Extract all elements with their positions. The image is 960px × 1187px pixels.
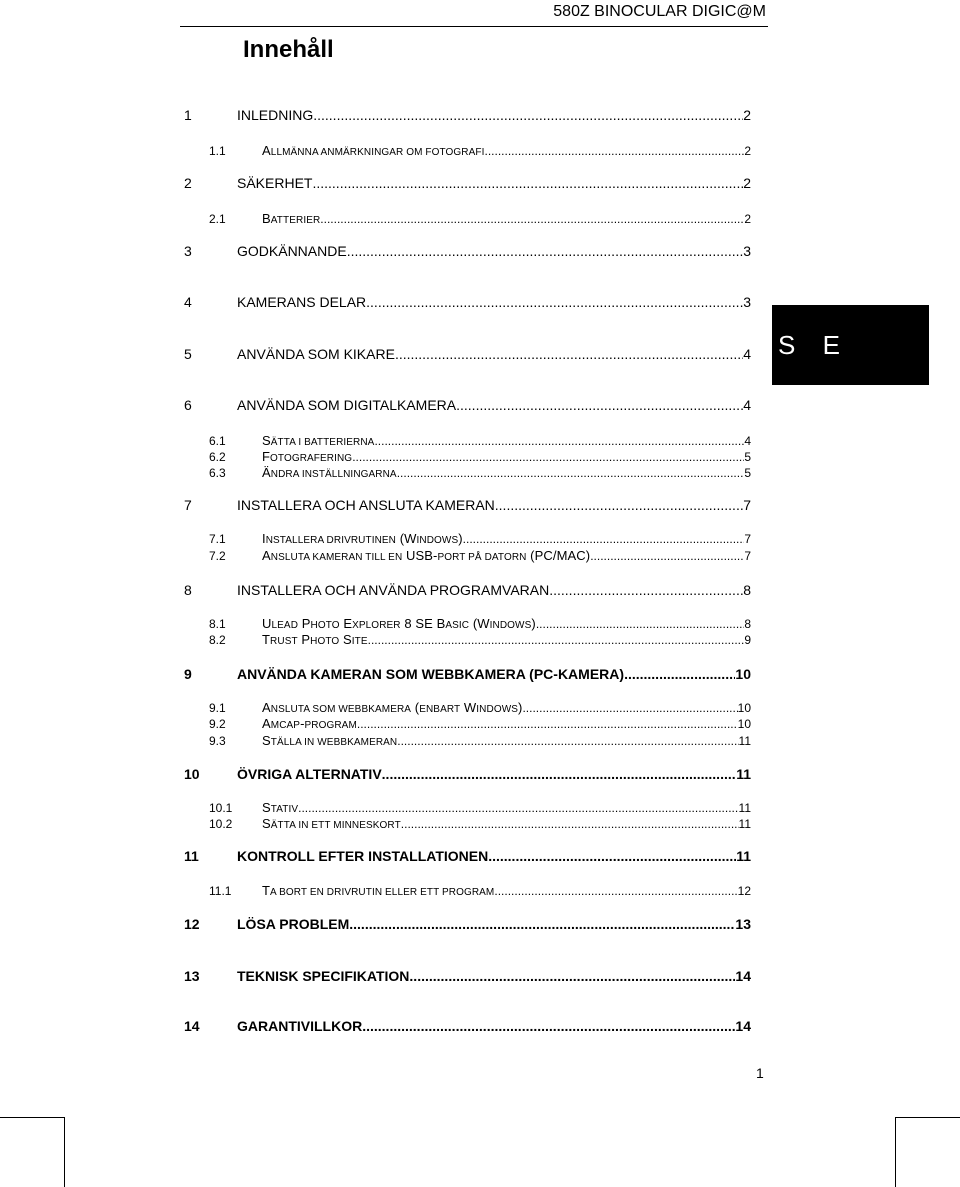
title-part: - [300, 716, 305, 731]
title-part: S [339, 632, 352, 647]
language-tab: S E [772, 305, 929, 385]
title-part: INDOWS [476, 704, 519, 715]
toc-entry[interactable] [184, 143, 751, 163]
toc-entry-number: 8.2 [209, 633, 226, 647]
title-part: S [262, 433, 271, 448]
crop-mark [895, 1117, 960, 1118]
toc-entry[interactable] [184, 666, 751, 686]
toc-entry-number: 9 [184, 666, 192, 682]
toc-entry-page: 8 [744, 617, 751, 631]
dot-leader [401, 817, 739, 831]
toc-entry-page: 2 [743, 175, 751, 191]
dot-leader [362, 1018, 735, 1034]
crop-mark [0, 1117, 64, 1118]
toc-entry[interactable] [184, 346, 751, 366]
title-part: ITE [351, 636, 368, 647]
toc-entry-page: 11 [738, 801, 751, 815]
title-part: ATTERIER [270, 215, 321, 226]
title-part: TÄLLA IN WEBBKAMERAN [270, 737, 398, 748]
toc-entry-title [262, 433, 374, 448]
title-part: (PC/MAC) [526, 548, 591, 563]
toc-entry[interactable] [184, 632, 751, 652]
toc-entry[interactable] [184, 243, 751, 263]
title-part: Ä [262, 465, 271, 480]
title-part: A BORT EN DRIVRUTIN ELLER ETT PROGRAM [270, 887, 495, 898]
toc-entry-number: 12 [184, 916, 200, 932]
toc-entry-number: 6 [184, 397, 192, 413]
title-part: ANVÄNDA SOM DIGITALKAMERA [237, 397, 457, 413]
dot-leader [368, 633, 745, 647]
toc-entry-page: 7 [744, 532, 751, 546]
page-title: Innehåll [243, 36, 334, 63]
title-part: ) [458, 531, 463, 546]
title-part: ANVÄNDA SOM KIKARE [237, 346, 395, 362]
title-part: GARANTIVILLKOR [237, 1018, 363, 1034]
title-part: PROGRAM [304, 720, 357, 731]
dot-leader [494, 884, 737, 898]
title-part: INSTALLERA OCH ANVÄNDA PROGRAMVARAN [237, 582, 550, 598]
toc-entry-number: 3 [184, 243, 192, 259]
toc-entry-title [237, 294, 366, 310]
title-part: LLMÄNNA ANMÄRKNINGAR OM FOTOGRAFI [270, 147, 485, 158]
toc-entry-number: 9.1 [209, 701, 226, 715]
title-part: ÖVRIGA ALTERNATIV [237, 766, 382, 782]
toc-entry-number: 7 [184, 497, 192, 513]
toc-entry-page: 3 [743, 294, 751, 310]
toc-entry-title [262, 548, 590, 563]
dot-leader [495, 497, 743, 513]
title-part: INDOWS [489, 620, 532, 631]
dot-leader [395, 346, 743, 362]
toc-entry[interactable] [184, 883, 751, 903]
toc-entry[interactable] [184, 294, 751, 314]
toc-entry-title [262, 465, 397, 480]
dot-leader [397, 466, 745, 480]
title-part: LEAD [271, 620, 299, 631]
toc-entry-title [237, 397, 456, 413]
toc-entry-title [237, 497, 495, 513]
title-part: E [339, 616, 353, 631]
toc-entry-number: 2.1 [209, 212, 226, 226]
toc-entry-number: 8.1 [209, 617, 226, 631]
dot-leader [366, 294, 743, 310]
title-part: NSLUTA KAMERAN TILL EN [270, 552, 403, 563]
title-part: ENBART [419, 704, 461, 715]
toc-entry-number: 13 [184, 968, 200, 984]
dot-leader [456, 397, 743, 413]
toc-entry-title [262, 531, 463, 546]
dot-leader [488, 848, 736, 864]
toc-entry-number: 6.1 [209, 434, 226, 448]
title-part: ) [531, 616, 536, 631]
toc-entry-title [237, 175, 312, 191]
toc-entry-page: 10 [737, 701, 751, 715]
dot-leader [312, 175, 743, 191]
toc-entry-page: 14 [735, 1018, 751, 1034]
title-part: INDOWS [416, 535, 459, 546]
dot-leader [349, 916, 735, 932]
title-part: NSLUTA SOM WEBBKAMERA [270, 704, 412, 715]
toc-entry-title [262, 449, 352, 464]
toc-entry[interactable] [184, 107, 751, 127]
title-part: 8 SE B [400, 616, 446, 631]
title-part: INSTALLERA OCH ANSLUTA KAMERAN [237, 497, 495, 513]
toc-entry[interactable] [184, 211, 751, 231]
toc-entry-title [262, 143, 484, 158]
title-part: HOTO [310, 620, 340, 631]
title-part: RUST [270, 636, 298, 647]
title-part: (W [469, 616, 490, 631]
dot-leader [409, 968, 735, 984]
page-number: 1 [756, 1065, 764, 1081]
title-part: HOTO [310, 636, 340, 647]
dot-leader [549, 582, 743, 598]
title-part: MCAP [270, 720, 301, 731]
toc-entry[interactable] [184, 816, 751, 836]
title-part: ANVÄNDA KAMERAN SOM WEBBKAMERA (PC-KAMERA) [237, 666, 625, 682]
toc-entry-title [262, 632, 368, 647]
toc-entry-title [262, 716, 357, 731]
dot-leader [463, 532, 745, 546]
toc-entry-page: 7 [743, 497, 751, 513]
toc-entry-title [237, 666, 624, 682]
toc-entry-title [237, 848, 488, 864]
dot-leader [484, 144, 744, 158]
title-part: SÄKERHET [237, 175, 313, 191]
title-part: ÄTTA I BATTERIERNA [270, 437, 375, 448]
title-part: LÖSA PROBLEM [237, 916, 350, 932]
toc-entry-title [262, 211, 320, 226]
title-part: NSTALLERA DRIVRUTINEN [265, 535, 396, 546]
toc-entry[interactable] [184, 1018, 751, 1038]
toc-entry-page: 2 [744, 212, 751, 226]
toc-entry-title [262, 800, 298, 815]
toc-entry-page: 11 [736, 766, 751, 782]
title-part: GODKÄNNANDE [237, 243, 347, 259]
toc-entry-page: 10 [735, 666, 751, 682]
toc-entry-title [262, 733, 397, 748]
toc-entry-title [262, 816, 401, 831]
title-part: INLEDNING [237, 107, 314, 123]
title-part: P [298, 616, 311, 631]
title-part: ) [518, 700, 523, 715]
dot-leader [352, 450, 744, 464]
toc-entry-page: 11 [736, 848, 751, 864]
crop-mark [895, 1117, 896, 1187]
toc-entry-title [237, 968, 409, 984]
toc-entry-number: 7.1 [209, 532, 226, 546]
title-part: B [262, 211, 271, 226]
toc-entry[interactable] [184, 733, 751, 753]
toc-entry-page: 2 [744, 144, 751, 158]
toc-entry-number: 14 [184, 1018, 200, 1034]
toc-entry-page: 10 [737, 717, 751, 731]
toc-entry[interactable] [184, 968, 751, 988]
toc-entry[interactable] [184, 916, 751, 936]
title-part: P [297, 632, 311, 647]
toc-entry-title [262, 700, 522, 715]
title-part: F [262, 449, 271, 464]
toc-entry[interactable] [184, 497, 751, 517]
toc-entry-page: 2 [743, 107, 751, 123]
title-part: I [262, 531, 266, 546]
toc-entry[interactable] [184, 582, 751, 602]
dot-leader [624, 666, 735, 682]
title-part: S [262, 733, 271, 748]
toc-entry-page: 12 [737, 884, 751, 898]
dot-leader [320, 212, 744, 226]
title-part: A [262, 143, 271, 158]
title-part: A [262, 700, 271, 715]
title-part: TEKNISK SPECIFIKATION [237, 968, 410, 984]
title-part: TATIV [270, 804, 299, 815]
toc-entry-number: 1.1 [209, 144, 226, 158]
toc-entry-title [237, 916, 349, 932]
dot-leader [536, 617, 745, 631]
toc-entry-title [262, 616, 536, 631]
toc-entry-number: 10 [184, 766, 200, 782]
toc-entry-title [237, 243, 347, 259]
toc-entry-page: 9 [744, 633, 751, 647]
toc-entry-number: 9.3 [209, 734, 226, 748]
toc-entry-title [237, 346, 395, 362]
crop-mark [64, 1117, 65, 1187]
title-part: S [262, 800, 271, 815]
toc-entry-number: 2 [184, 175, 192, 191]
toc-entry-page: 4 [743, 397, 751, 413]
toc-entry-page: 13 [735, 916, 751, 932]
toc-entry-number: 6.2 [209, 450, 226, 464]
toc-entry-number: 5 [184, 346, 192, 362]
title-part: ASIC [445, 620, 470, 631]
header-title: 580Z BINOCULAR DIGIC@M [553, 3, 766, 20]
dot-leader [382, 766, 737, 782]
toc-entry-number: 9.2 [209, 717, 226, 731]
title-part: (W [396, 531, 417, 546]
toc-entry-page: 4 [743, 346, 751, 362]
toc-entry[interactable] [184, 465, 751, 485]
title-part: KONTROLL EFTER INSTALLATIONEN [237, 848, 489, 864]
title-part: T [262, 883, 271, 898]
title-part: USB- [402, 548, 438, 563]
toc-entry[interactable] [184, 548, 751, 568]
dot-leader [397, 734, 738, 748]
dot-leader [313, 107, 743, 123]
toc-entry-number: 11.1 [209, 884, 232, 898]
title-part: ( [411, 700, 420, 715]
title-part: A [262, 716, 271, 731]
title-part: U [262, 616, 272, 631]
toc-entry-title [262, 883, 494, 898]
title-part: PORT PÅ DATORN [437, 552, 527, 563]
dot-leader [357, 717, 738, 731]
title-part: OTOGRAFERING [270, 453, 353, 464]
dot-leader [374, 434, 744, 448]
title-part: S [262, 816, 271, 831]
toc-entry-number: 1 [184, 107, 192, 123]
title-part: T [262, 632, 271, 647]
toc-entry[interactable] [184, 766, 751, 786]
title-part: W [460, 700, 477, 715]
dot-leader [347, 243, 744, 259]
title-part: A [262, 548, 271, 563]
toc-entry-title [237, 107, 313, 123]
toc-entry-page: 4 [744, 434, 751, 448]
toc-entry-page: 5 [744, 450, 751, 464]
toc-entry[interactable] [184, 175, 751, 195]
toc-entry-page: 11 [738, 817, 751, 831]
toc-entry-number: 10.1 [209, 801, 233, 815]
toc-entry[interactable] [184, 397, 751, 417]
toc-entry-number: 8 [184, 582, 192, 598]
toc-entry-title [237, 766, 382, 782]
toc-entry-number: 6.3 [209, 466, 226, 480]
title-part: ÄTTA IN ETT MINNESKORT [270, 820, 401, 831]
toc-entry-page: 11 [738, 734, 751, 748]
toc-entry-page: 7 [744, 549, 751, 563]
toc-entry-title [237, 1018, 362, 1034]
toc-entry-page: 8 [743, 582, 751, 598]
toc-entry-page: 5 [744, 466, 751, 480]
title-part: KAMERANS DELAR [237, 294, 367, 310]
toc-entry-page: 3 [743, 243, 751, 259]
toc-entry[interactable] [184, 848, 751, 868]
toc-entry-number: 11 [184, 848, 199, 864]
title-part: XPLORER [352, 620, 401, 631]
toc-entry-number: 4 [184, 294, 192, 310]
toc-entry-title [237, 582, 549, 598]
toc-entry-number: 10.2 [209, 817, 233, 831]
title-part: NDRA INSTÄLLNINGARNA [270, 469, 397, 480]
toc-entry-number: 7.2 [209, 549, 226, 563]
toc-entry-page: 14 [735, 968, 751, 984]
dot-leader [298, 801, 738, 815]
dot-leader [522, 701, 737, 715]
dot-leader [590, 549, 744, 563]
